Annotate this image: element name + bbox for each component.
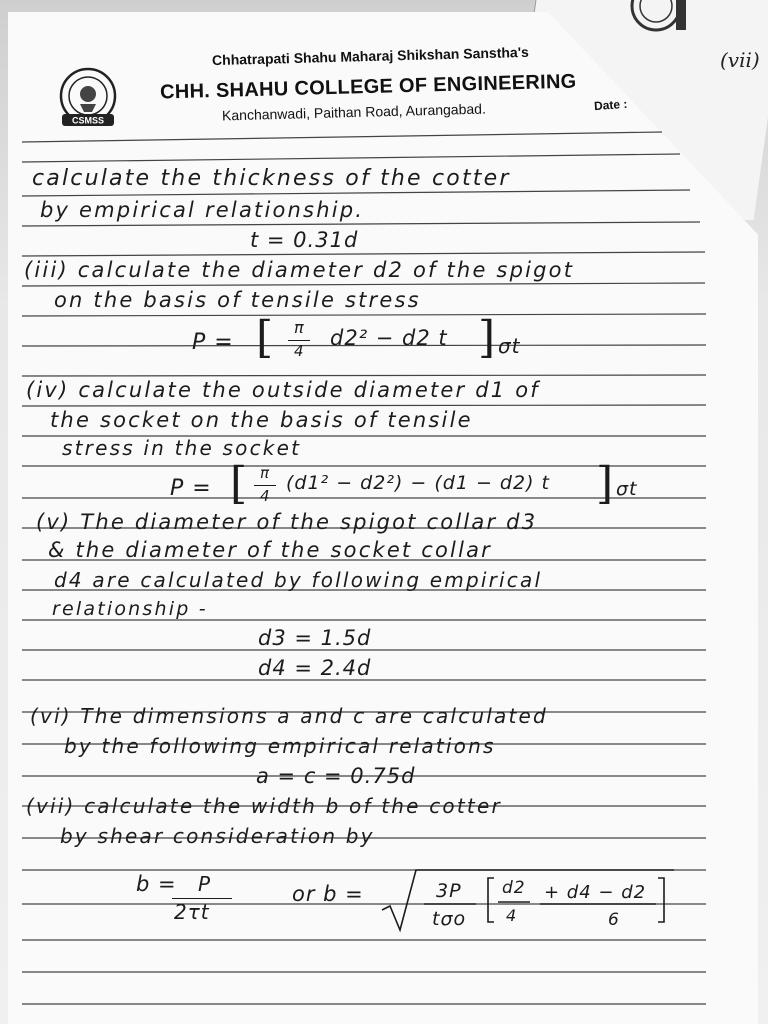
eq-spigot-4: 4 [294,342,305,360]
eq-spigot-sigma: σt [498,334,521,358]
fraction-bar-3 [172,898,232,899]
note-line-12: & the diameter of the socket collar [48,538,493,562]
eq-inner-4: 4 [506,906,518,925]
note-line-step-iii: (iii) calculate the diameter d2 of the spigot [24,258,575,282]
bracket-close-2: ] [596,458,614,509]
eq-width-b: b = [136,872,177,896]
eq-inner-d2: d2 [502,878,526,898]
eq-socket-sigma: σt [616,478,638,500]
note-line-step-v: (v) The diameter of the spigot collar d3 [36,510,538,534]
note-line-step-iv: (iv) calculate the outside diameter d1 of [26,378,540,402]
eq-spigot-terms: d2² − d2 t [330,326,448,350]
eq-inner-terms: + d4 − d2 [544,882,647,903]
eq-width-den: 2τt [174,900,210,924]
eq-sqrt-num: 3P [436,880,462,902]
eq-width-num: P [198,872,212,896]
note-line-2: by empirical relationship. [40,198,365,222]
fraction-bar [288,340,310,341]
college-name: CHH. SHAHU COLLEGE OF ENGINEERING [159,70,577,104]
note-line-9: stress in the socket [62,436,302,460]
note-line-13: d4 are calculated by following empirical [54,568,543,592]
note-line-1: calculate the thickness of the cotter [32,166,511,191]
eq-sqrt-den: tσo [432,908,467,930]
equation-d3: d3 = 1.5d [258,626,372,650]
eq-spigot-p: P = [192,330,234,355]
eq-inner-6: 6 [608,910,620,930]
note-line-step-vii: (vii) calculate the width b of the cotter [26,794,502,818]
note-line-5: on the basis of tensile stress [54,288,421,312]
fraction-bar-2 [254,485,276,486]
eq-width-or: or b = [292,882,364,906]
logo-text: CSMSS [71,115,105,126]
note-line-18: by the following empirical relations [64,734,496,758]
eq-socket-terms: (d1² − d2²) − (d1 − d2) t [286,472,550,494]
corner-mark: (vii) [720,48,760,72]
note-line-21: by shear consideration by [60,824,375,848]
note-line-14: relationship - [52,598,208,620]
equation-d4: d4 = 2.4d [258,656,372,680]
note-line-step-vi: (vi) The dimensions a and c are calculated [30,704,548,728]
eq-socket-p: P = [170,476,212,501]
date-label: Date : [593,96,628,114]
bracket-open-2: [ [230,458,248,509]
eq-socket-pi: π [260,464,271,482]
eq-spigot-pi: π [294,318,305,337]
college-address: Kanchanwadi, Paithan Road, Aurangabad. [221,100,487,124]
trust-name: Chhatrapati Shahu Maharaj Shikshan Sanstha's [211,43,530,69]
bracket-open: [ [256,312,274,363]
note-line-8: the socket on the basis of tensile [50,408,473,432]
equation-a-c: a = c = 0.75d [256,764,416,788]
equation-thickness: t = 0.31d [250,228,359,252]
bracket-close: ] [478,312,496,363]
eq-socket-4: 4 [260,487,271,505]
